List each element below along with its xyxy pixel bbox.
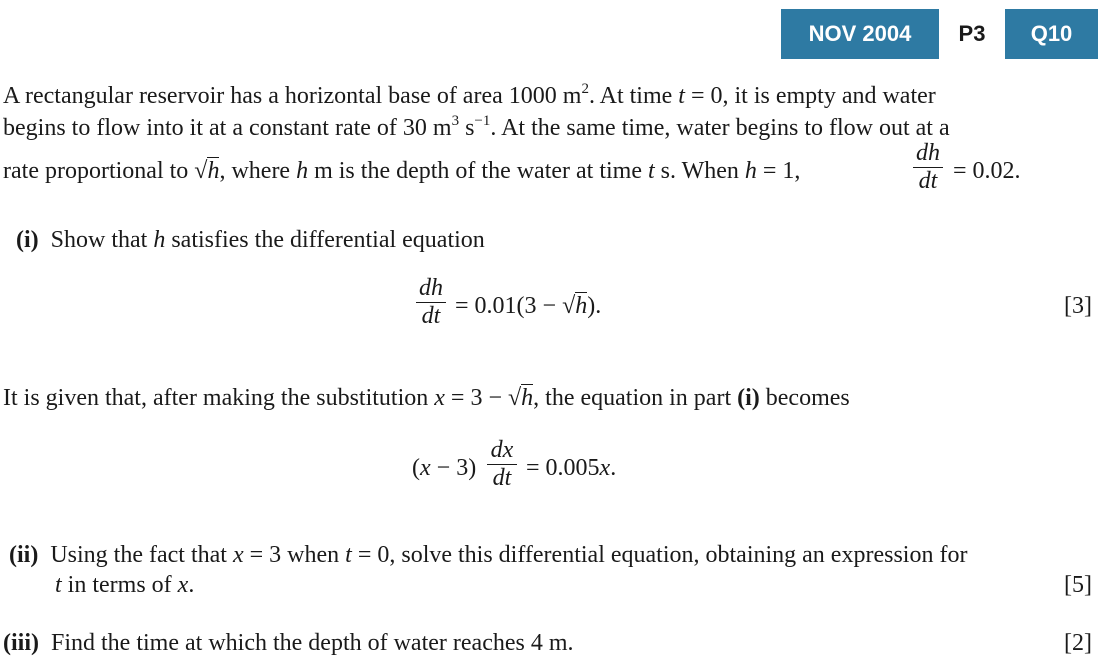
- fraction-denominator: dt: [492, 465, 512, 491]
- fraction-numerator: [487, 438, 517, 465]
- intro-line-1: [3, 81, 936, 109]
- part-iii-prompt: [3, 631, 574, 655]
- part-label: (iii): [3, 630, 39, 656]
- variable-t: t: [648, 158, 655, 184]
- intro-text: s. When: [660, 158, 739, 184]
- part-text: Show that: [50, 227, 148, 253]
- part-i-prompt: [16, 228, 485, 252]
- fraction-dx-dt: [487, 438, 517, 490]
- variable-x: x: [434, 385, 445, 411]
- part-text: .: [188, 572, 195, 598]
- intro-text: , where: [219, 158, 291, 184]
- variable-h: h: [296, 158, 309, 184]
- part-ii-line-1: [9, 543, 967, 567]
- given-text: It is given that, after making the substitution: [3, 385, 429, 411]
- fraction-numerator: dh: [913, 141, 943, 168]
- part-i-equation: [455, 294, 601, 318]
- marks-part-i: [3]: [1064, 293, 1092, 319]
- sqrt-symbol: √: [194, 158, 208, 184]
- intro-text: . At the same time, water begins to flow out at a: [490, 115, 950, 141]
- part-text: Using the fact that: [50, 542, 227, 568]
- part-label: (i): [16, 227, 39, 253]
- intro-text: = 1,: [762, 158, 801, 184]
- variable-x: x: [599, 455, 611, 481]
- equation-lhs: [412, 456, 476, 480]
- variable-h: h: [575, 293, 588, 319]
- intro-text: = 0, it is empty and water: [690, 83, 936, 109]
- unit: s: [465, 115, 475, 141]
- part-ii-line-2: [55, 573, 194, 597]
- fraction-dh-dt: [913, 141, 943, 193]
- variable-t: t: [55, 572, 62, 598]
- given-text: = 3 −: [450, 385, 502, 411]
- fraction-denominator: dt: [918, 168, 938, 194]
- variable-t: t: [678, 83, 685, 109]
- question-header: [781, 9, 1098, 59]
- equation-text: = 0.005: [526, 455, 600, 481]
- equation-text: − 3): [436, 455, 477, 481]
- substitution-statement: [3, 386, 850, 410]
- part-text: in terms of: [67, 572, 172, 598]
- fraction-numerator-text: dx: [490, 437, 514, 463]
- variable-h: h: [521, 385, 534, 411]
- intro-text: rate proportional to: [3, 158, 189, 184]
- variable-h: h: [207, 158, 220, 184]
- variable-h: h: [153, 227, 166, 253]
- unit: m: [432, 115, 452, 141]
- superscript: 3: [451, 113, 460, 129]
- equation-text: ).: [587, 293, 602, 319]
- part-text: Find the time at which the depth of water reaches 4 m.: [51, 630, 574, 656]
- intro-text: . At time: [588, 83, 673, 109]
- part-text: satisfies the differential equation: [171, 227, 485, 253]
- intro-line-3: [3, 159, 800, 183]
- equation-text: = 0.01(3 −: [455, 293, 557, 319]
- equation-text: .: [610, 455, 617, 481]
- fraction-numerator: dh: [416, 276, 446, 303]
- variable-x: x: [420, 455, 431, 481]
- equation-rhs: [526, 456, 616, 480]
- paper-tab: P3: [939, 9, 1005, 59]
- given-text: becomes: [765, 385, 850, 411]
- superscript: −1: [474, 113, 491, 129]
- equation-text: (: [412, 455, 420, 481]
- variable-t: t: [345, 542, 352, 568]
- variable-x: x: [177, 572, 189, 598]
- intro-text: m is the depth of the water at time: [314, 158, 642, 184]
- superscript: 2: [581, 81, 589, 97]
- session-tab: NOV 2004: [781, 9, 939, 59]
- part-label: (ii): [9, 542, 39, 568]
- part-reference: (i): [737, 385, 760, 411]
- intro-text: A rectangular reservoir has a horizontal base of area 1000: [3, 83, 557, 109]
- intro-line-2: [3, 113, 950, 141]
- sqrt-symbol: √: [508, 385, 522, 411]
- question-tab: Q10: [1005, 9, 1098, 59]
- intro-text: = 0.02.: [953, 158, 1021, 184]
- unit: m: [562, 83, 582, 109]
- fraction-denominator: dt: [421, 303, 441, 329]
- variable-h: h: [744, 158, 757, 184]
- marks-part-ii: [5]: [1064, 572, 1092, 598]
- part-text: = 0, solve this differential equation, obtaining an expression for: [357, 542, 968, 568]
- fraction-dh-dt: [416, 276, 446, 328]
- given-text: , the equation in part: [533, 385, 732, 411]
- marks-part-iii: [2]: [1064, 630, 1092, 656]
- variable-x: x: [232, 542, 244, 568]
- intro-text: begins to flow into it at a constant rate of 30: [3, 115, 427, 141]
- sqrt-symbol: √: [562, 293, 576, 319]
- part-text: = 3 when: [249, 542, 340, 568]
